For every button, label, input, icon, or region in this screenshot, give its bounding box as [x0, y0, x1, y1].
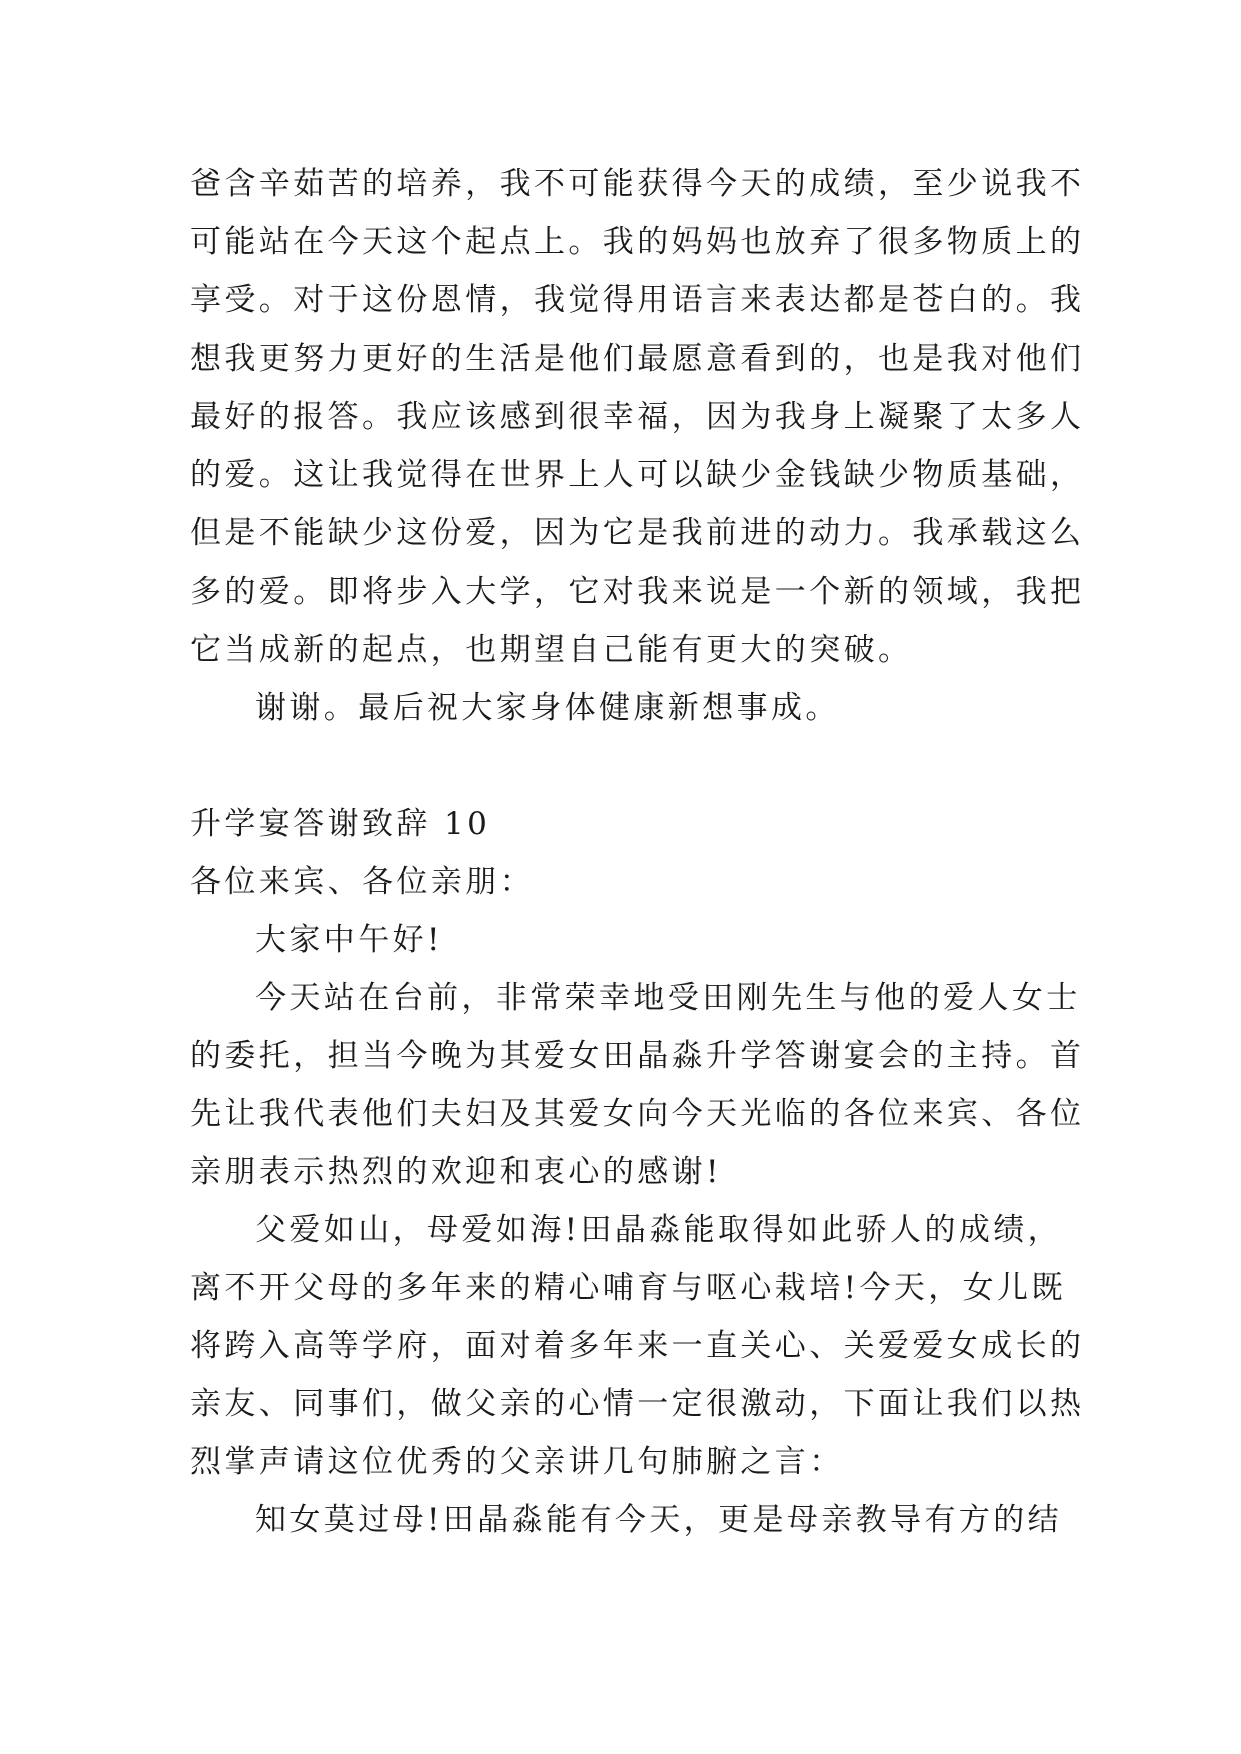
paragraph-line: 的爱。这让我觉得在世界上人可以缺少金钱缺少物质基础， — [190, 457, 1085, 493]
paragraph-line: 但是不能缺少这份爱，因为它是我前进的动力。我承载这么 — [190, 515, 1085, 551]
paragraph-line: 先让我代表他们夫妇及其爱女向今天光临的各位来宾、各位 — [190, 1096, 1085, 1132]
paragraph-line: 最好的报答。我应该感到很幸福，因为我身上凝聚了太多人 — [190, 399, 1085, 435]
paragraph-line: 多的爱。即将步入大学，它对我来说是一个新的领域，我把 — [190, 574, 1085, 610]
paragraph-line: 父爱如山，母爱如海!田晶淼能取得如此骄人的成绩， — [255, 1212, 1063, 1248]
section-title: 升学宴答谢致辞 10 — [190, 806, 491, 842]
paragraph-line: 享受。对于这份恩情，我觉得用语言来表达都是苍白的。我 — [190, 282, 1085, 318]
paragraph-line: 亲友、同事们，做父亲的心情一定很激动，下面让我们以热 — [190, 1386, 1085, 1422]
paragraph-line: 大家中午好! — [255, 922, 443, 958]
paragraph-line: 离不开父母的多年来的精心哺育与呕心栽培!今天，女儿既 — [190, 1270, 1066, 1306]
paragraph-line: 可能站在今天这个起点上。我的妈妈也放弃了很多物质上的 — [190, 224, 1085, 260]
paragraph-line: 的委托，担当今晚为其爱女田晶淼升学答谢宴会的主持。首 — [190, 1038, 1085, 1074]
salutation: 各位来宾、各位亲朋： — [190, 864, 534, 900]
paragraph-line: 谢谢。最后祝大家身体健康新想事成。 — [255, 690, 840, 726]
paragraph-line: 知女莫过母!田晶淼能有今天，更是母亲教导有方的结 — [255, 1502, 1063, 1538]
paragraph-line: 它当成新的起点，也期望自己能有更大的突破。 — [190, 632, 913, 668]
paragraph-line: 想我更努力更好的生活是他们最愿意看到的，也是我对他们 — [190, 341, 1085, 377]
paragraph-line: 今天站在台前，非常荣幸地受田刚先生与他的爱人女士 — [255, 980, 1081, 1016]
paragraph-line: 烈掌声请这位优秀的父亲讲几句肺腑之言： — [190, 1444, 844, 1480]
paragraph-line: 亲朋表示热烈的欢迎和衷心的感谢! — [190, 1154, 722, 1190]
paragraph-line: 将跨入高等学府，面对着多年来一直关心、关爱爱女成长的 — [190, 1328, 1085, 1364]
paragraph-line: 爸含辛茹苦的培养，我不可能获得今天的成绩，至少说我不 — [190, 166, 1085, 202]
